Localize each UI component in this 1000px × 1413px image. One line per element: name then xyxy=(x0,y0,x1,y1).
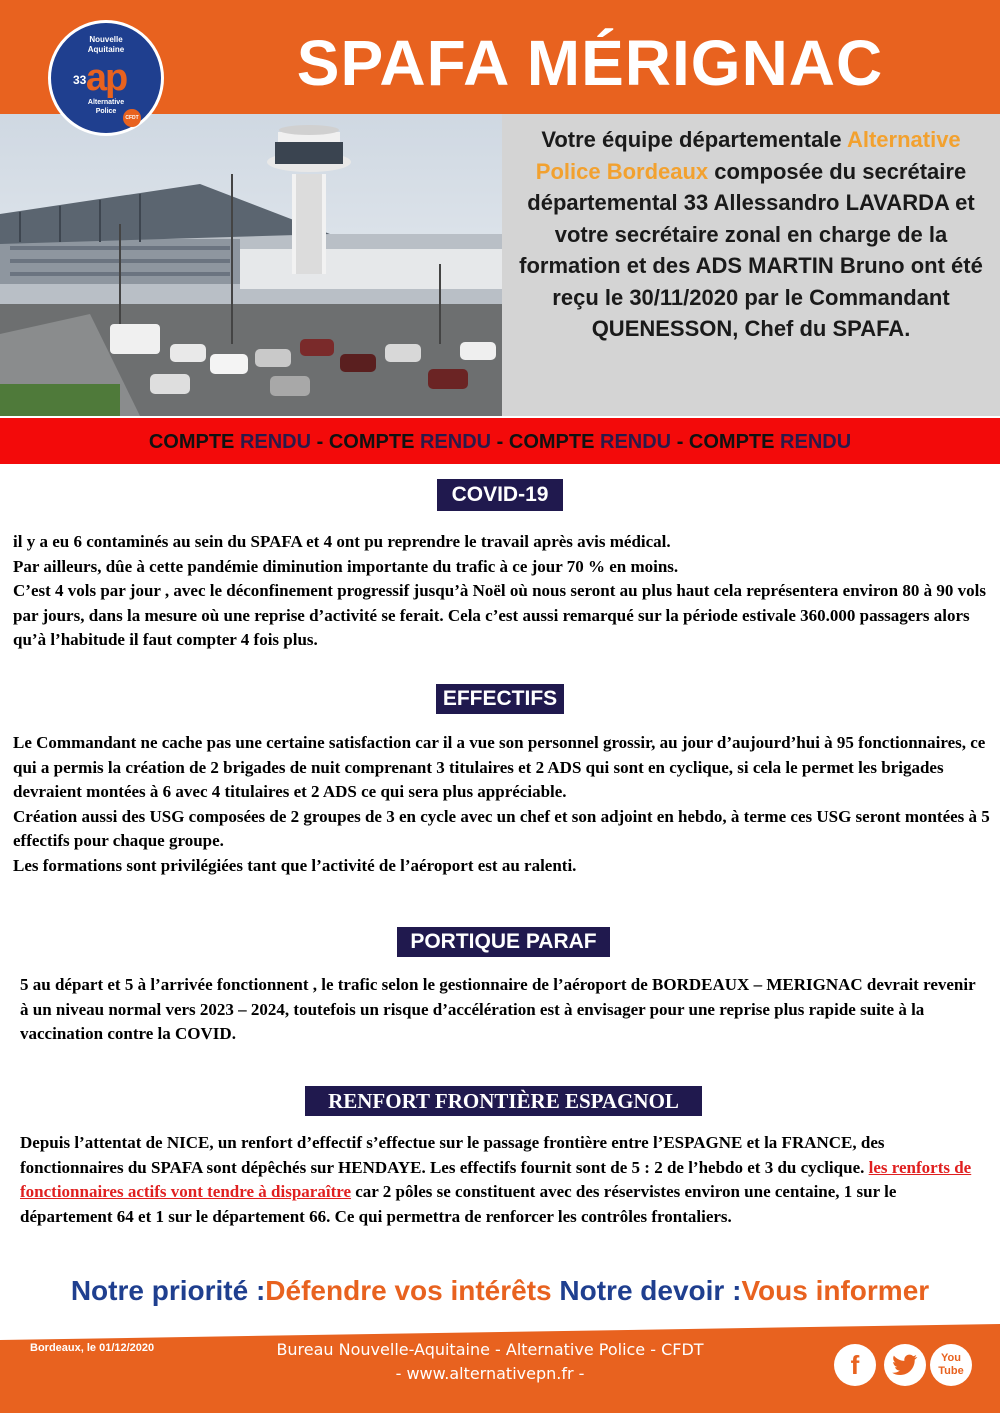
renfort-paragraph xyxy=(20,1131,980,1229)
footer-contact xyxy=(230,1338,750,1386)
youtube-label-tube: Tube xyxy=(938,1365,964,1377)
logo-text-alternative: Alternative xyxy=(87,99,125,106)
intro-highlight: Alternative Police Bordeaux xyxy=(535,127,961,184)
intro-part1: Votre équipe départementale xyxy=(541,127,842,152)
intro-text xyxy=(510,124,992,345)
logo-mark: ap xyxy=(85,57,127,99)
banner-sep: - xyxy=(671,431,689,453)
banner-sep: - xyxy=(491,431,509,453)
banner-compte: COMPTE xyxy=(328,431,415,453)
renfort-text-before: Depuis l’attentat de NICE, un renfort d’effectif s’effectue sur le passage frontière entre l’ESPAGNE et la FRANCE, des fonctionnaires du SPAFA sont dépêchés sur HENDAYE. Les effectifs fournit sont de 5 : 2 de l’hebdo et 3 du cyclique. xyxy=(20,1133,885,1177)
effectifs-line: Les formations sont privilégiées tant que l’activité de l’aéroport est au ralenti. xyxy=(13,855,577,875)
banner-rendu: RENDU xyxy=(239,431,312,453)
compte-rendu-banner xyxy=(0,418,1000,464)
renfort-text-after: car 2 pôles se constituent avec des réservistes environ une centaine, 1 sur le département 64 et 1 sur le département 66. Ce qui permettra de renforcer les contrôles frontaliers. xyxy=(20,1182,897,1226)
covid-line: Par ailleurs, dûe à cette pandémie diminution importante du trafic à ce jour 70 % en moins. xyxy=(13,556,679,576)
twitter-icon[interactable] xyxy=(884,1344,926,1386)
alternative-police-logo xyxy=(48,20,164,136)
youtube-label-you: You xyxy=(941,1352,961,1364)
banner-compte: COMPTE xyxy=(148,431,235,453)
logo-text-police: Police xyxy=(95,108,117,115)
banner-compte: COMPTE xyxy=(508,431,595,453)
airport-illustration xyxy=(0,114,502,416)
covid-line: il y a eu 6 contaminés au sein du SPAFA et 4 ont pu reprendre le travail après avis médical. xyxy=(13,532,671,551)
motto-priority-label: Notre priorité : xyxy=(70,1275,266,1306)
youtube-icon[interactable] xyxy=(930,1344,972,1386)
motto-duty-value: Vous informer xyxy=(741,1275,930,1306)
covid-paragraph xyxy=(13,530,988,653)
footer-bureau: Bureau Nouvelle-Aquitaine - Alternative Police - CFDT xyxy=(276,1340,704,1359)
section-title-covid: COVID-19 xyxy=(437,479,563,511)
covid-line: C’est 4 vols par jour , avec le déconfinement progressif jusqu’à Noël où nous seront au plus haut cela représentera environ 80 à 90 vols par jours, dans la mesure où une reprise d’activité se ferait. Cela c’est aussi remarqué sur la période estivale 360.000 passagers alors qu’à l’habitude il faut compter 4 fois plus. xyxy=(13,581,986,650)
paraf-paragraph: 5 au départ et 5 à l’arrivée fonctionnent , le trafic selon le gestionnaire de l’aéroport de BORDEAUX – MERIGNAC devrait revenir à un niveau normal vers 2023 – 2024, toutefois un risque d’accélération est à envisager pour une reprise plus rapide suite à la vaccination contre la COVID. xyxy=(20,975,976,1044)
motto-duty-label: Notre devoir : xyxy=(559,1275,742,1306)
effectifs-line: Création aussi des USG composées de 2 groupes de 3 en cycle avec un chef et son adjoint en hebdo, à terme ces USG seront montées à 5 effectifs pour chaque groupe. xyxy=(13,806,990,851)
section-title-renfort: RENFORT FRONTIÈRE ESPAGNOL xyxy=(305,1086,702,1116)
effectifs-line: Le Commandant ne cache pas une certaine satisfaction car il a vue son personnel grossir, au jour d’aujourd’hui à 95 fonctionnaires, ce qui a permis la création de 2 brigades de nuit comprenant 3 titulaires et 2 ADS qui sont en cyclique, si cela le permet les brigades devraient montées à 6 avec 4 titulaires et 2 ADS ce qui sera plus appréciable. xyxy=(13,733,986,802)
section-title-effectifs: EFFECTIFS xyxy=(436,684,564,714)
motto-priority-value: Défendre vos intérêts xyxy=(265,1275,552,1306)
effectifs-paragraph xyxy=(13,731,991,879)
logo-text-nouvelle: Nouvelle xyxy=(89,35,123,44)
twitter-bird-icon xyxy=(892,1354,918,1376)
logo-text-aquitaine: Aquitaine xyxy=(87,45,125,54)
footer-website[interactable]: - www.alternativepn.fr - xyxy=(395,1364,585,1383)
intro-part2: composée du secrétaire départemental 33 Allessandro LAVARDA et votre secrétaire zonal en charge de la formation et des ADS MARTIN Bruno ont été reçu le 30/11/2020 par le Commandant QUENESSON, Chef du SPAFA. xyxy=(519,158,983,341)
section-title-paraf: PORTIQUE PARAF xyxy=(397,927,610,957)
renfort-underlined-text: les renforts de fonctionnaires actifs vont tendre à disparaître xyxy=(20,1157,972,1202)
banner-sep: - xyxy=(311,431,329,453)
facebook-icon[interactable]: f xyxy=(834,1344,876,1386)
banner-compte: COMPTE xyxy=(688,431,775,453)
banner-rendu: RENDU xyxy=(419,431,492,453)
airport-photo xyxy=(0,114,502,416)
motto xyxy=(0,1275,1000,1307)
page-title: SPAFA MÉRIGNAC xyxy=(296,27,884,99)
banner-rendu: RENDU xyxy=(780,431,852,453)
logo-number: 33 xyxy=(73,73,87,87)
banner-rendu: RENDU xyxy=(600,431,672,453)
logo-cfdt-badge: CFDT xyxy=(123,109,141,127)
footer-date: Bordeaux, le 01/12/2020 xyxy=(30,1342,155,1354)
